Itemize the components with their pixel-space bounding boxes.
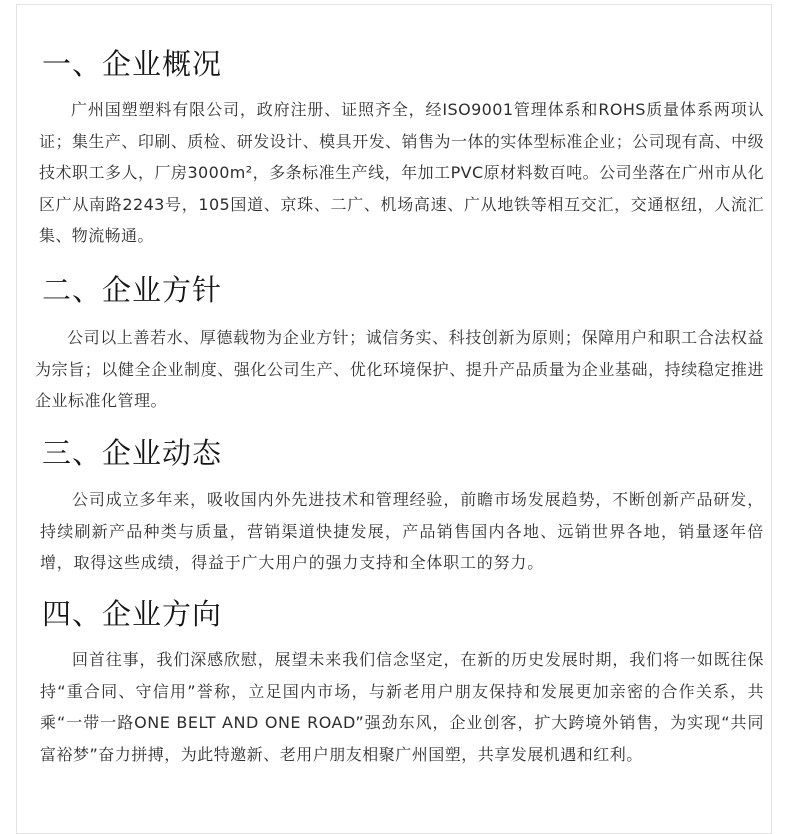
section-paragraph: 广州国塑塑料有限公司，政府注册、证照齐全，经ISO9001管理体系和ROHS质量体系两项认证；集生产、印刷、质检、研发设计、模具开发、销售为一体的实体型标准企业；公司现有高、中级技术职工多人，厂房3000m²，多条标准生产线，年加工PVC原材料数百吨。公司坐落在广州市从化区广从南路2243号，105国道、京珠、二广、机场高速、广从地铁等相互交汇，交通枢纽，人流汇集、物流畅通。 <box>39 100 764 245</box>
section-paragraph: 公司成立多年来，吸收国内外先进技术和管理经验，前瞻市场发展趋势，不断创新产品研发，持续刷新产品种类与质量，营销渠道快捷发展，产品销售国内各地、远销世界各地，销量逐年倍增，取得这些成绩，得益于广大用户的强力支持和全体职工的努力。 <box>40 490 764 572</box>
article-content <box>16 0 772 807</box>
section-heading: 三、企业动态 <box>42 436 223 470</box>
section-heading: 一、企业概况 <box>42 47 223 81</box>
section-paragraph: 回首往事，我们深感欣慰，展望未来我们信念坚定，在新的历史发展时期，我们将一如既往保持“重合同、守信用”誉称，立足国内市场，与新老用户朋友保持和发展更加亲密的合作关系，共乘“一带一路ONE BELT AND ONE ROAD”强劲东风，企业创客，扩大跨境外销售，为实现“共同富裕梦”奋力拼搏，为此特邀新、老用户朋友相聚广州国塑，共享发展机遇和红利。 <box>40 650 764 764</box>
section-company-news <box>16 433 772 579</box>
section-company-policy <box>16 270 772 417</box>
section-paragraph: 公司以上善若水、厚德载物为企业方针；诚信务实、科技创新为原则；保障用户和职工合法权益为宗旨；以健全企业制度、强化公司生产、优化环境保护、提升产品质量为企业基础，持续稳定推进企业标准化管理。 <box>35 328 764 410</box>
section-heading: 二、企业方针 <box>42 273 223 307</box>
section-company-overview <box>16 44 772 252</box>
section-heading: 四、企业方向 <box>42 597 223 631</box>
section-company-direction <box>16 594 772 770</box>
